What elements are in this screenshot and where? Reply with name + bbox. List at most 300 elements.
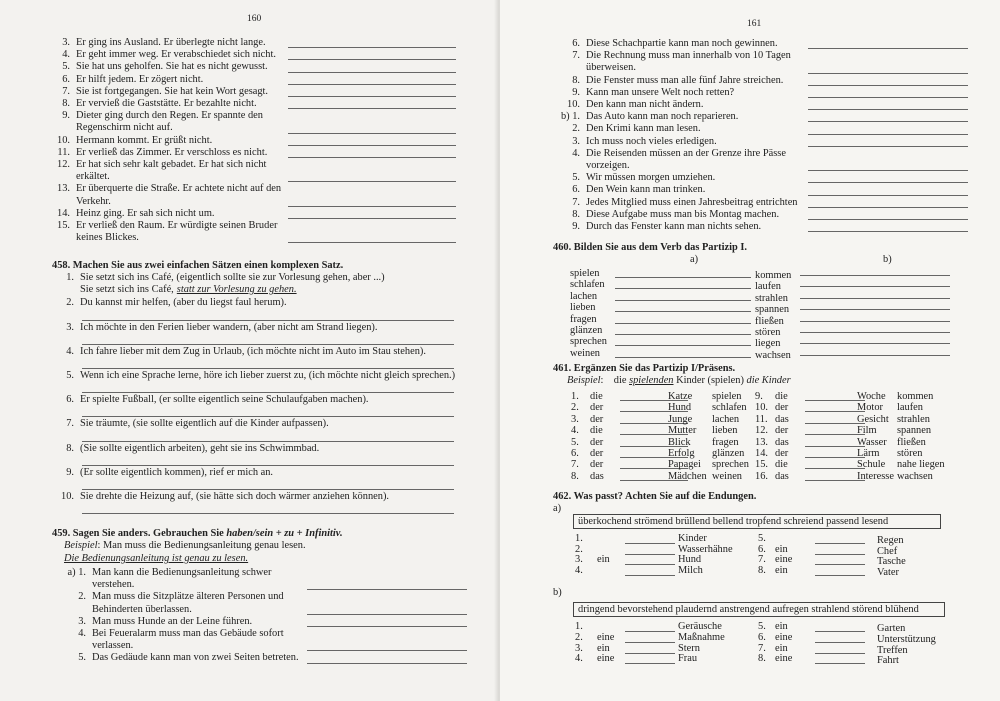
noun: Hund bbox=[668, 402, 692, 414]
item-text: Man muss die Sitzplätze älteren Personen und Behinderten überlassen. bbox=[92, 591, 284, 615]
item-text: Das Gedäude kann man von zwei Seiten betreten. bbox=[92, 652, 299, 664]
answer-line[interactable] bbox=[307, 650, 467, 651]
answer-line[interactable] bbox=[808, 219, 968, 220]
item-text: Heinz ging. Er sah sich nicht um. bbox=[76, 207, 215, 219]
item-number: 7. bbox=[66, 418, 74, 430]
item-number: 7. bbox=[62, 85, 70, 97]
item-number: 4. bbox=[575, 564, 583, 576]
exercise-item bbox=[52, 346, 462, 358]
participle-row bbox=[553, 437, 973, 448]
article: die bbox=[775, 459, 788, 471]
exercise-item bbox=[52, 491, 462, 503]
fill-row bbox=[553, 643, 973, 654]
noun: Interesse bbox=[857, 470, 894, 482]
fill-row bbox=[553, 554, 973, 568]
verb: spielen bbox=[570, 268, 600, 279]
item-number: 4. bbox=[571, 425, 579, 437]
exercise-item bbox=[52, 443, 462, 455]
answer-line[interactable] bbox=[288, 96, 456, 97]
example-text: : die bbox=[600, 375, 630, 386]
answer-line[interactable] bbox=[808, 170, 968, 171]
answer-line[interactable] bbox=[615, 277, 751, 278]
item-text: Er vervieß die Gaststätte. Er bezahlte nicht. bbox=[76, 98, 257, 110]
exercise-457-continued bbox=[46, 37, 458, 244]
answer-line[interactable] bbox=[808, 146, 968, 147]
verb-row bbox=[553, 325, 963, 336]
noun: Mädchen bbox=[668, 470, 707, 482]
answer-line[interactable] bbox=[800, 275, 950, 276]
item-text: Er spielte Fußball, (er sollte eigentlich seine Schulaufgaben machen). bbox=[80, 394, 369, 406]
item-number: 4. bbox=[62, 49, 70, 61]
exercise-item bbox=[546, 111, 956, 123]
noun: Woche bbox=[857, 391, 886, 402]
part-label: b) bbox=[553, 587, 562, 599]
answer-line[interactable] bbox=[307, 589, 467, 590]
item-text: Man kann die Bedienungsanleitung schwer verstehen. bbox=[92, 567, 272, 591]
answer-line[interactable] bbox=[615, 334, 751, 335]
page-number: 160 bbox=[247, 14, 262, 24]
verb: sprechen bbox=[570, 336, 607, 348]
answer-line[interactable] bbox=[288, 47, 456, 48]
noun: Motor bbox=[857, 402, 883, 414]
item-number: 9. bbox=[572, 86, 580, 98]
item-text: Sie hat uns geholfen. Sie hat es nicht gewusst. bbox=[76, 61, 268, 73]
article: ein bbox=[597, 642, 610, 654]
item-text: Sie drehte die Heizung auf, (sie hätte sich doch wärmer anziehen können). bbox=[80, 491, 389, 503]
noun: Kinder bbox=[678, 533, 707, 544]
example-label: Beispiel bbox=[567, 375, 601, 386]
item-text: Ich muss noch vieles erledigen. bbox=[586, 135, 717, 147]
noun: Frau bbox=[678, 653, 698, 665]
item-number: 2. bbox=[575, 543, 583, 555]
exercise-item bbox=[46, 208, 458, 220]
blank-line[interactable] bbox=[625, 575, 675, 576]
blank-line[interactable] bbox=[805, 411, 865, 412]
blank-line[interactable] bbox=[805, 423, 865, 424]
verb: liegen bbox=[755, 338, 781, 350]
item-number: 16. bbox=[755, 470, 768, 482]
exercise-461 bbox=[553, 362, 973, 482]
article: ein bbox=[597, 554, 610, 566]
blank-line[interactable] bbox=[805, 468, 865, 469]
exercise-item bbox=[546, 75, 956, 87]
blank-line[interactable] bbox=[805, 457, 865, 458]
item-text: Die Fenster muss man alle fünf Jahre streichen. bbox=[586, 74, 784, 86]
article: der bbox=[775, 425, 789, 437]
item-number: 1. bbox=[575, 533, 583, 544]
answer-line[interactable] bbox=[82, 503, 454, 514]
answer-line[interactable] bbox=[615, 288, 751, 289]
noun: Chef bbox=[877, 545, 898, 557]
noun: Hund bbox=[678, 554, 702, 566]
fill-row bbox=[553, 632, 973, 643]
item-text: Den Wein kann man trinken. bbox=[586, 184, 706, 196]
right-page bbox=[500, 0, 1000, 701]
item-number: 6. bbox=[571, 447, 579, 459]
article: eine bbox=[597, 631, 615, 643]
participle-row bbox=[553, 425, 973, 436]
answer-line[interactable] bbox=[615, 357, 751, 358]
item-number: 5. bbox=[758, 621, 766, 633]
answer-line[interactable] bbox=[615, 300, 751, 301]
exercise-458 bbox=[52, 259, 462, 514]
fill-row bbox=[553, 653, 973, 667]
exercise-item bbox=[52, 628, 462, 652]
verb: fragen bbox=[712, 436, 739, 448]
article: der bbox=[590, 436, 604, 448]
item-text: Jedes Mitglied muss einen Jahresbeitrag entrichten bbox=[586, 196, 798, 208]
answer-line[interactable] bbox=[82, 431, 454, 442]
item-number: 2. bbox=[572, 123, 580, 135]
item-number: 3. bbox=[575, 642, 583, 654]
exercise-item bbox=[546, 50, 956, 74]
verb: stören bbox=[755, 326, 781, 338]
page-number: 161 bbox=[747, 19, 762, 29]
item-number: 8. bbox=[758, 653, 766, 665]
item-text: Dieter ging durch den Regen. Er spannte den Regenschirm nicht auf. bbox=[76, 110, 263, 134]
exercise-title-formula: haben/sein + zu + Infinitiv. bbox=[226, 528, 343, 539]
fill-row bbox=[553, 533, 973, 544]
blank-line[interactable] bbox=[815, 663, 865, 664]
noun: Wasser bbox=[857, 436, 887, 448]
verb: spannen bbox=[897, 425, 932, 437]
verb: fragen bbox=[570, 313, 597, 325]
noun: Tasche bbox=[877, 556, 906, 568]
verb: nahe liegen bbox=[897, 459, 945, 471]
exercise-item bbox=[546, 221, 956, 233]
verb-row bbox=[553, 279, 963, 293]
noun: Fahrt bbox=[877, 655, 899, 667]
item-number: 1. bbox=[575, 621, 583, 633]
answer-line[interactable] bbox=[808, 231, 968, 232]
item-number: 3. bbox=[572, 135, 580, 147]
item-number: 14. bbox=[755, 447, 768, 459]
answer-line[interactable] bbox=[82, 479, 454, 490]
answer-line[interactable] bbox=[288, 206, 456, 207]
exercise-item bbox=[546, 184, 956, 196]
verb: weinen bbox=[712, 470, 743, 482]
exercise-460 bbox=[553, 241, 963, 359]
exercise-item bbox=[546, 209, 956, 221]
answer-line[interactable] bbox=[307, 663, 467, 664]
blank-line[interactable] bbox=[805, 446, 865, 447]
article: das bbox=[775, 436, 789, 448]
answer-line[interactable] bbox=[808, 182, 968, 183]
item-text: Kann man unsere Welt noch retten? bbox=[586, 86, 735, 98]
item-number: 5. bbox=[572, 172, 580, 184]
item-text: Er verließ den Raum. Er würdigte seinen Bruder keines Blickes. bbox=[76, 220, 278, 244]
exercise-item bbox=[46, 49, 458, 61]
item-text: Er hilft jedem. Er zögert nicht. bbox=[76, 73, 204, 85]
answer-line[interactable] bbox=[615, 323, 751, 324]
article: die bbox=[590, 391, 603, 402]
item-number: 15. bbox=[755, 459, 768, 471]
item-text: Ich möchte in den Ferien lieber wandern, (aber nicht am Strand liegen). bbox=[80, 321, 378, 333]
item-number: 6. bbox=[758, 631, 766, 643]
item-number: 14. bbox=[57, 207, 70, 219]
exercise-item bbox=[546, 87, 956, 99]
article: das bbox=[775, 470, 789, 482]
item-number: 12. bbox=[57, 159, 70, 171]
verb: schlafen bbox=[570, 279, 605, 291]
exercise-459 bbox=[52, 527, 462, 665]
exercise-item bbox=[546, 172, 956, 184]
article: der bbox=[775, 447, 789, 459]
answer-line[interactable] bbox=[800, 298, 950, 299]
answer-line[interactable] bbox=[288, 218, 456, 219]
verb: wachsen bbox=[755, 349, 791, 361]
item-number: 4. bbox=[78, 628, 86, 640]
item-number: 6. bbox=[572, 38, 580, 49]
item-number: 10. bbox=[57, 134, 70, 146]
article: der bbox=[590, 447, 604, 459]
verb: stören bbox=[897, 447, 923, 459]
blank-line[interactable] bbox=[805, 400, 865, 401]
item-text: Ich fahre lieber mit dem Zug in Urlaub, (ich möchte nicht im Auto im Stau stehen). bbox=[80, 345, 426, 357]
exercise-item bbox=[46, 74, 458, 86]
column-label-a: a) bbox=[690, 254, 699, 265]
participle-row bbox=[553, 459, 973, 470]
exercise-item bbox=[546, 123, 956, 135]
answer-line[interactable] bbox=[800, 332, 950, 333]
verb: laufen bbox=[897, 402, 923, 414]
noun: Geräusche bbox=[678, 621, 722, 633]
noun: Wasserhähne bbox=[678, 543, 733, 555]
answer-line[interactable] bbox=[82, 382, 454, 393]
item-text: Er hat sich sehr kalt gebadet. Er hat sich nicht erkältet. bbox=[76, 159, 267, 183]
example-answer: Die Bedienungsanleitung ist genau zu lesen. bbox=[64, 553, 249, 564]
blank-line[interactable] bbox=[805, 480, 865, 481]
item-text: Das Auto kann man noch reparieren. bbox=[586, 111, 739, 123]
answer-line[interactable] bbox=[288, 84, 456, 85]
item-number: 10. bbox=[755, 402, 768, 414]
item-number: b) 1. bbox=[560, 111, 580, 123]
exercise-item bbox=[46, 220, 458, 244]
item-number: 2. bbox=[66, 297, 74, 309]
answer-line[interactable] bbox=[82, 358, 454, 369]
article: ein bbox=[775, 543, 788, 555]
answer-line[interactable] bbox=[288, 157, 456, 158]
answer-line[interactable] bbox=[307, 626, 467, 627]
item-number: 10. bbox=[567, 99, 580, 111]
answer-line[interactable] bbox=[288, 145, 456, 146]
article: eine bbox=[775, 554, 793, 566]
article: eine bbox=[775, 631, 793, 643]
part-label: a) bbox=[553, 503, 562, 514]
item-number: 5. bbox=[78, 652, 86, 664]
item-number: 12. bbox=[755, 425, 768, 437]
blank-line[interactable] bbox=[805, 434, 865, 435]
item-number: 8. bbox=[66, 442, 74, 454]
noun: Film bbox=[857, 425, 877, 437]
answer-line[interactable] bbox=[808, 207, 968, 208]
item-number: 3. bbox=[62, 37, 70, 48]
item-number: 15. bbox=[57, 220, 70, 232]
exercise-item bbox=[52, 616, 462, 628]
item-number: 4. bbox=[572, 147, 580, 159]
answer-line[interactable] bbox=[808, 73, 968, 74]
item-number: 9. bbox=[572, 221, 580, 233]
item-number: 5. bbox=[758, 533, 766, 544]
verb: strahlen bbox=[897, 413, 930, 425]
exercise-item bbox=[546, 197, 956, 209]
participle-row bbox=[553, 414, 973, 425]
exercise-item bbox=[46, 159, 458, 183]
exercise-item bbox=[52, 418, 462, 430]
item-text: Er ging ins Ausland. Er überlegte nicht lange. bbox=[76, 37, 266, 48]
answer-line[interactable] bbox=[288, 59, 456, 60]
answer-line[interactable] bbox=[808, 195, 968, 196]
item-text: Er geht immer weg. Er verabschiedet sich nicht. bbox=[76, 49, 276, 61]
answer-line[interactable] bbox=[288, 108, 456, 109]
article: das bbox=[775, 413, 789, 425]
item-text: Diese Aufgabe muss man bis Montag machen. bbox=[586, 208, 780, 220]
item-number: 6. bbox=[62, 73, 70, 85]
answer-line[interactable] bbox=[288, 181, 456, 182]
article: das bbox=[590, 470, 604, 482]
verb: wachsen bbox=[897, 470, 933, 482]
item-text: Diese Schachpartie kann man noch gewinnen. bbox=[586, 38, 778, 49]
item-number: a) 1. bbox=[67, 567, 86, 578]
article: der bbox=[590, 413, 604, 425]
item-number: 3. bbox=[66, 321, 74, 333]
verb: weinen bbox=[570, 347, 601, 359]
answer-line[interactable] bbox=[288, 242, 456, 243]
article: die bbox=[590, 425, 603, 437]
answer-line[interactable] bbox=[615, 345, 751, 346]
item-number: 11. bbox=[57, 146, 70, 158]
item-number: 4. bbox=[66, 345, 74, 357]
item-number: 2. bbox=[571, 402, 579, 414]
verb: sprechen bbox=[712, 459, 749, 471]
item-number: 5. bbox=[66, 370, 74, 382]
exercise-title: 459. Sagen Sie anders. Gebrauchen Sie bbox=[52, 528, 227, 539]
noun: Gesicht bbox=[857, 413, 889, 425]
example-answer-prefix: Sie setzt sich ins Café, bbox=[80, 284, 174, 296]
exercise-item bbox=[52, 467, 462, 479]
left-page bbox=[0, 0, 498, 701]
item-text: Die Reisenden müssen an der Grenze ihre Pässe vorzeigen. bbox=[586, 147, 786, 172]
exercise-item bbox=[52, 370, 462, 382]
article: der bbox=[775, 402, 789, 414]
answer-line[interactable] bbox=[800, 355, 950, 356]
noun: Schule bbox=[857, 459, 886, 471]
example-text: : Man muss die Bedienungsanleitung genau lesen. bbox=[97, 540, 306, 551]
noun: Garten bbox=[877, 623, 906, 635]
noun: Milch bbox=[678, 564, 703, 576]
answer-line[interactable] bbox=[615, 311, 751, 312]
item-number: 13. bbox=[57, 183, 70, 195]
answer-line[interactable] bbox=[288, 72, 456, 73]
noun: Treffen bbox=[877, 644, 908, 656]
item-number: 8. bbox=[571, 470, 579, 482]
answer-line[interactable] bbox=[82, 406, 454, 417]
answer-line[interactable] bbox=[808, 97, 968, 98]
noun: Erfolg bbox=[668, 447, 695, 459]
answer-line[interactable] bbox=[800, 321, 950, 322]
article: ein bbox=[775, 642, 788, 654]
exercise-item bbox=[52, 297, 462, 309]
item-text: Wir müssen morgen umziehen. bbox=[586, 172, 716, 184]
exercise-item bbox=[546, 148, 956, 172]
item-number: 4. bbox=[575, 653, 583, 665]
exercise-item bbox=[46, 37, 458, 49]
noun: Lärm bbox=[857, 447, 880, 459]
article: ein bbox=[775, 621, 788, 633]
answer-line[interactable] bbox=[82, 310, 454, 321]
noun: Katze bbox=[668, 391, 693, 402]
item-text: Du kannst mir helfen, (aber du liegst faul herum). bbox=[80, 297, 287, 309]
item-text: (Er sollte eigentlich kommen), rief er mich an. bbox=[80, 466, 274, 478]
exercise-462 bbox=[553, 490, 973, 667]
blank-line[interactable] bbox=[625, 663, 675, 664]
item-number: 9. bbox=[66, 466, 74, 478]
answer-line[interactable] bbox=[808, 121, 968, 122]
verb: fließen bbox=[755, 315, 784, 327]
item-text: Wenn ich eine Sprache lerne, höre ich lieber zuerst zu, (ich möchte nicht gleich sprechen.) bbox=[80, 370, 456, 382]
item-number: 9. bbox=[62, 110, 70, 122]
item-number: 10. bbox=[61, 491, 74, 503]
item-text: Sie träumte, (sie sollte eigentlich auf die Kinder aufpassen). bbox=[80, 418, 329, 430]
article: die bbox=[775, 391, 788, 402]
answer-line[interactable] bbox=[800, 286, 950, 287]
verb: spielen bbox=[712, 391, 742, 402]
answer-line[interactable] bbox=[800, 309, 950, 310]
item-number: 11. bbox=[755, 413, 768, 425]
item-number: 6. bbox=[572, 184, 580, 196]
verb: lachen bbox=[712, 413, 740, 425]
answer-line[interactable] bbox=[82, 334, 454, 345]
answer-line[interactable] bbox=[808, 48, 968, 49]
participle-row bbox=[553, 448, 973, 459]
item-number: 8. bbox=[758, 564, 766, 576]
verb: lachen bbox=[570, 290, 598, 302]
exercise-item bbox=[46, 98, 458, 110]
noun: Blick bbox=[668, 436, 691, 448]
noun: Papagei bbox=[668, 459, 701, 471]
answer-line[interactable] bbox=[808, 109, 968, 110]
answer-line[interactable] bbox=[808, 134, 968, 135]
exercise-title: 461. Ergänzen Sie das Partizip I/Präsens. bbox=[553, 363, 736, 374]
item-number: 9. bbox=[755, 391, 763, 402]
exercise-item bbox=[46, 61, 458, 73]
participle-row bbox=[553, 402, 973, 413]
exercise-item bbox=[46, 135, 458, 147]
example-result: die Kinder bbox=[746, 375, 791, 386]
exercise-item bbox=[52, 322, 462, 334]
participle-row bbox=[553, 471, 973, 482]
verb-row bbox=[553, 314, 963, 325]
answer-line[interactable] bbox=[288, 133, 456, 134]
answer-line[interactable] bbox=[800, 343, 950, 344]
verb-row bbox=[553, 291, 963, 302]
answer-line[interactable] bbox=[808, 85, 968, 86]
exercise-title: 462. Was passt? Achten Sie auf die Endungen. bbox=[553, 491, 757, 502]
exercise-item bbox=[52, 394, 462, 406]
answer-line[interactable] bbox=[307, 614, 467, 615]
item-number: 7. bbox=[758, 554, 766, 566]
noun: Vater bbox=[877, 566, 899, 578]
noun: Maßnahme bbox=[678, 631, 725, 643]
article: der bbox=[590, 459, 604, 471]
item-number: 7. bbox=[758, 642, 766, 654]
example-answer: statt zur Vorlesung zu gehen. bbox=[176, 284, 297, 296]
verb: kommen bbox=[755, 270, 792, 281]
column-label-b: b) bbox=[883, 254, 892, 265]
verb: spannen bbox=[755, 304, 790, 316]
blank-line[interactable] bbox=[815, 575, 865, 576]
answer-line[interactable] bbox=[82, 455, 454, 466]
